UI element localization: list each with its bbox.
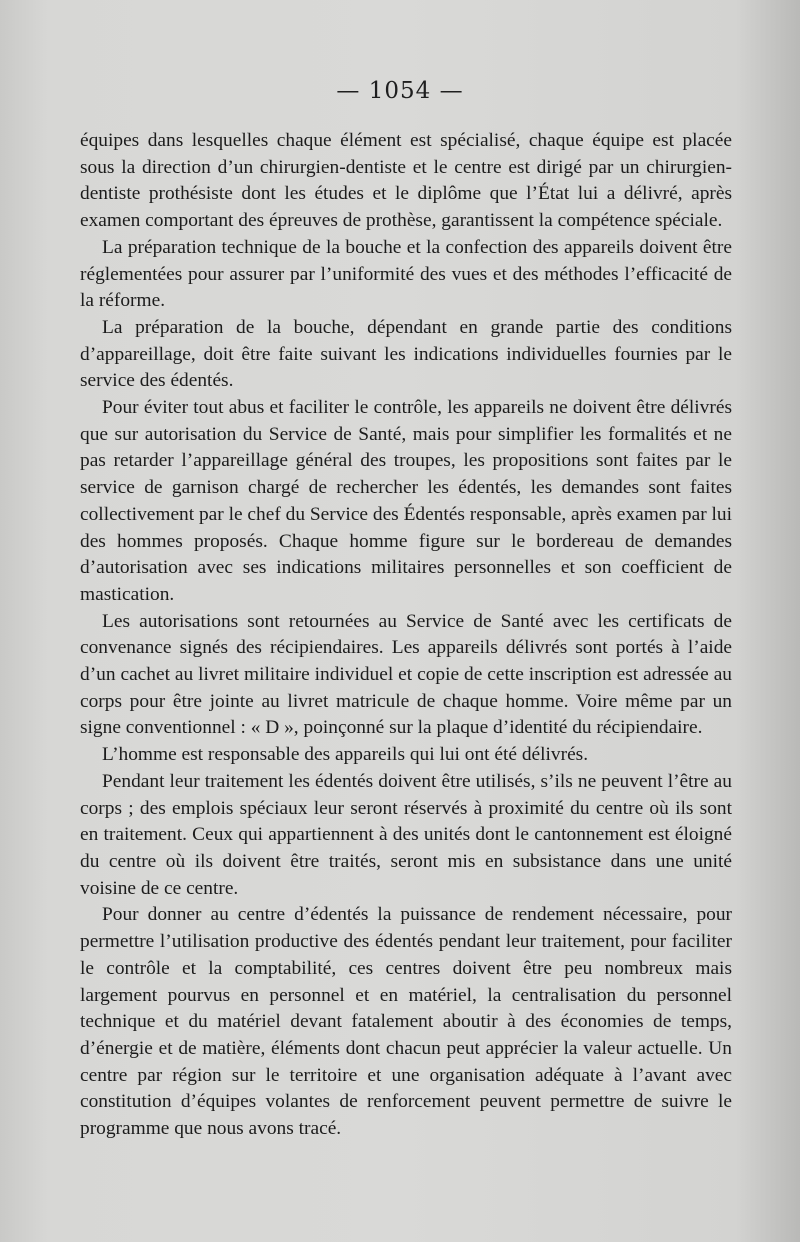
paragraph-2: La préparation technique de la bouche et la confection des appareils doivent être réglementées pour assurer par l’uniformité des vues et des méthodes l’efficacité de la réforme. <box>80 236 732 312</box>
paragraph-4: Pour éviter tout abus et faciliter le contrôle, les appareils ne doivent être délivrés que sur autorisation du Service de Santé, mais pour simplifier les formalités et ne pas retarder l’appareillage général des troupes, les propositions sont faites par le service de garnison chargé de rechercher les édentés, les demandes sont faites collectivement par le chef du Service des Édentés responsable, après examen par lui des hommes proposés. Chaque homme figure sur le bordereau de demandes d’autorisation avec ses indications militaires personnelles et son coefficient de mastication. <box>80 397 733 605</box>
paragraph-1: équipes dans lesquelles chaque élément est spécialisé, chaque équipe est placée sous la direction d’un chirurgien-dentiste et le centre est dirigé par un chirurgien-dentiste prothésiste dont les études et le diplôme que l’État lui a délivré, après examen comportant des épreuves de prothèse, garantissent la compétence spéciale. <box>80 130 732 232</box>
body-text <box>80 128 732 1143</box>
paragraph-6: L’homme est responsable des appareils qui lui ont été délivrés. <box>102 744 589 766</box>
page-number: — 1054 — <box>336 78 464 104</box>
paragraph-3: La préparation de la bouche, dépendant en grande partie des conditions d’appareillage, doit être faite suivant les indications individuelles fournies par le service des édentés. <box>80 316 732 392</box>
paragraph-8: Pour donner au centre d’édentés la puissance de rendement nécessaire, pour permettre l’utilisation productive des édentés pendant leur traitement, pour faciliter le contrôle et la comptabilité, ces centres doivent être peu nombreux mais largement pourvus en personnel et en matériel, la centralisation du personnel technique et du matériel devant fatalement aboutir à des économies de temps, d’énergie et de matière, éléments dont chacun peut apprécier la valeur actuelle. Un centre par région sur le territoire et une organisation adéquate à l’avant avec constitution d’équipes volantes de renforcement peuvent permettre de suivre le programme que nous avons tracé. <box>80 904 732 1140</box>
paragraph-5: Les autorisations sont retournées au Service de Santé avec les certificats de convenance signés des récipiendaires. Les appareils délivrés sont portés à l’aide d’un cachet au livret militaire individuel et copie de cette inscription est adressée au corps pour être jointe au livret matricule de chaque homme. Voire même par un signe conventionnel : « D », poinçonné sur la plaque d’identité du récipiendaire. <box>80 610 732 739</box>
paragraph-7: Pendant leur traitement les édentés doivent être utilisés, s’ils ne peuvent l’être au corps ; des emplois spéciaux leur seront réservés à proximité du centre où ils sont en traitement. Ceux qui appartiennent à des unités dont le cantonnement est éloigné du centre où ils doivent être traités, seront mis en subsistance dans une unité voisine de ce centre. <box>80 770 732 899</box>
